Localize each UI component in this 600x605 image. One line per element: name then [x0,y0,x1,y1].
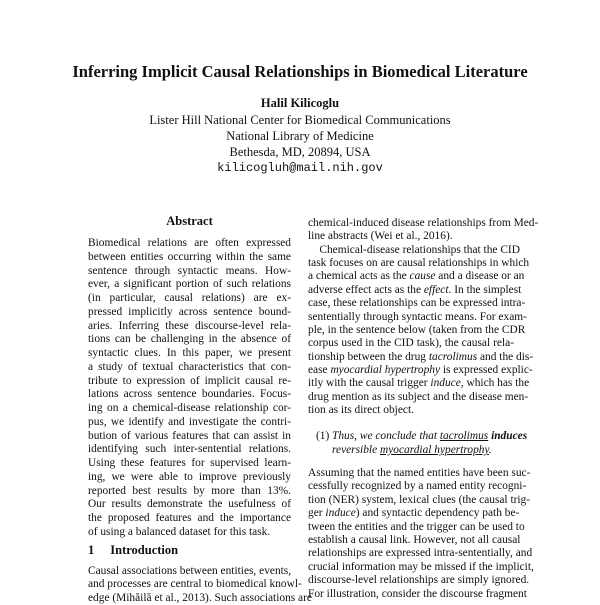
text-segment: pressed implicitly across sentence bound- [88,305,291,318]
text-line [88,511,291,525]
text-segment: relationships are expressed intra-sententially, and [308,547,533,560]
text-segment: Assuming that the named entities have been suc- [308,467,531,479]
text-line [88,415,291,429]
affiliation-line: Bethesda, MD, 20894, USA [229,145,371,159]
text-line [88,442,291,456]
text-segment: Biomedical relations are often expressed [88,237,291,249]
text-segment: discourse-level relationships are simply ignored. [308,574,530,587]
text-line [308,533,521,547]
text-line [88,277,291,291]
text-segment: Our results demonstrate the usefulness of [88,498,291,511]
text-line [308,229,514,243]
text-segment: task focuses on are causal relationships in which [308,257,530,270]
text-segment: edge (Mihăilă et al., 2013). Such associations are [88,591,312,604]
section-heading-introduction [88,543,178,558]
text-line [88,429,291,443]
text-line [88,360,291,374]
affiliation-line: National Library of Medicine [226,129,374,143]
text-line [88,497,291,511]
text-line [308,216,539,230]
text-segment: Chemical-disease relationships that the CID [308,243,520,256]
text-segment: a study of textual characteristics that con- [88,360,291,373]
text-line [308,363,533,377]
text-line [308,390,529,404]
text-line [308,256,530,270]
text-segment: tween the entities and the trigger can be used to [308,520,525,533]
text-segment: the proposed features and the importance [88,512,291,525]
text-segment: Thus, we conclude that [332,430,440,442]
text-line [88,305,291,319]
text-line [88,456,291,470]
text-line [308,403,514,417]
text-segment: cessfully recognized by a named entity recogni- [308,480,527,493]
text-segment: chemical-induced disease relationships from Med- [308,217,539,229]
text-line [88,387,291,401]
text-line [308,243,520,257]
text-segment: Using these features for supervised learn- [88,457,291,470]
text-line [308,587,527,601]
text-segment: induce [430,377,461,390]
text-segment: is expressed explic- [440,363,533,376]
text-segment: tacrolimus [439,430,489,442]
text-segment: Causal associations between entities, events, [88,565,292,577]
text-segment: ease [308,363,331,376]
text-segment: cause [409,270,436,283]
example-number: (1) [316,430,330,442]
text-line [332,443,514,457]
text-line [88,591,312,605]
section-number: 1 [88,543,95,557]
text-segment: ) and syntactic dependency path be- [355,507,520,520]
text-segment: bution of various features that can assist in [88,429,291,442]
text-line [308,310,527,324]
text-line [308,506,520,520]
text-segment: , which has the [460,377,530,390]
text-segment: ing, we were able to improve previously [88,470,291,483]
text-line [88,319,291,333]
text-line [88,484,291,498]
text-segment: case, these relationships can be expressed intra- [308,297,526,310]
text-line [308,350,534,364]
affiliation-line: Lister Hill National Center for Biomedical Communications [149,113,451,127]
text-segment: and a disease or an [435,270,525,283]
text-line [308,573,530,587]
text-line [88,236,291,250]
text-line [88,250,291,264]
text-line [88,264,291,278]
text-segment: effect [423,283,449,296]
text-segment: induces [491,430,528,442]
text-segment: sentence through syntactic means. How- [88,264,291,277]
text-segment: (in particular, causal relations) are ex- [88,292,291,305]
text-line [308,546,533,560]
text-segment: tion (NER) system, lexical clues (the causal trig- [308,493,531,506]
text-line [88,332,291,346]
text-segment: reported best results by more than 13%. [88,484,291,497]
text-line [88,346,291,360]
text-segment: drug mention as its subject and the disease men- [308,390,529,403]
text-segment: For illustration, consider the discourse fragment [308,587,527,600]
text-segment: of using a balanced dataset for this task. [88,525,271,538]
text-segment: a chemical acts as the [308,270,410,283]
text-line [88,470,291,484]
text-segment: itly with the causal trigger [308,377,431,390]
section-title: Introduction [110,543,179,557]
text-segment: sententially through syntactic means. For exam- [308,310,527,323]
text-line [308,493,531,507]
text-line [88,564,291,578]
text-segment: corpus used in the CID task), the causal rela- [308,337,514,350]
text-line [88,577,302,591]
text-segment: and processes are central to biomedical knowl- [88,578,302,591]
text-line [308,269,525,283]
text-segment: tribute to expression of implicit causal re- [88,374,291,387]
text-segment: . [488,444,492,456]
text-segment: line abstracts (Wei et al., 2016). [308,230,453,243]
text-line [88,525,291,539]
text-segment: tionship between the drug [308,350,429,363]
text-segment: establish a causal link. However, not all causal [308,534,521,546]
text-line [88,401,291,415]
text-segment: tion as its direct object. [308,404,414,417]
text-segment: syntactic clues. In this paper, we present [88,347,291,360]
text-segment: between entities occurring within the same [88,250,291,263]
text-line [308,479,527,493]
text-segment: pus, we identify and investigate the contri- [88,415,291,428]
text-segment: ple, in the sentence below (taken from the CDR [308,323,526,336]
text-line [308,296,526,310]
text-line [308,466,531,480]
paper-title: Inferring Implicit Causal Relationships in Biomedical Literature [72,62,528,81]
text-segment: ing on a chemical-disease relationship cor- [88,402,291,415]
text-line [88,374,291,388]
text-line [308,520,525,534]
text-line [308,376,530,390]
text-segment: crucial information may be missed if the implicit, [308,560,534,573]
text-segment: adverse effect acts as the [308,283,424,296]
text-segment: tions can be challenging in the absence of [88,333,291,346]
text-segment: tacrolimus [428,350,478,363]
text-segment: myocardial hypertrophy [379,444,489,456]
text-segment: and the dis- [477,350,534,363]
text-segment: induce [325,507,356,520]
text-line [308,336,514,350]
text-segment: lations across sentence boundaries. Focus- [88,388,291,401]
text-segment: reversible [332,444,380,456]
text-segment: identifying such inter-sentential relations. [88,443,291,456]
text-line [308,323,526,337]
text-line [332,429,528,443]
text-segment: . In the simplest [448,283,522,296]
author-name: Halil Kilicoglu [260,96,340,110]
text-line [308,560,534,574]
abstract-heading: Abstract [166,214,213,228]
text-segment: ever, a significant portion of such relations [88,278,291,291]
text-segment: ger [308,507,326,520]
text-segment: myocardial hypertrophy [330,363,441,376]
text-line [308,283,522,297]
text-line [88,291,291,305]
author-email: kilicogluh@mail.nih.gov [217,161,383,175]
text-segment: aries. Inferring these discourse-level rela- [88,319,291,332]
